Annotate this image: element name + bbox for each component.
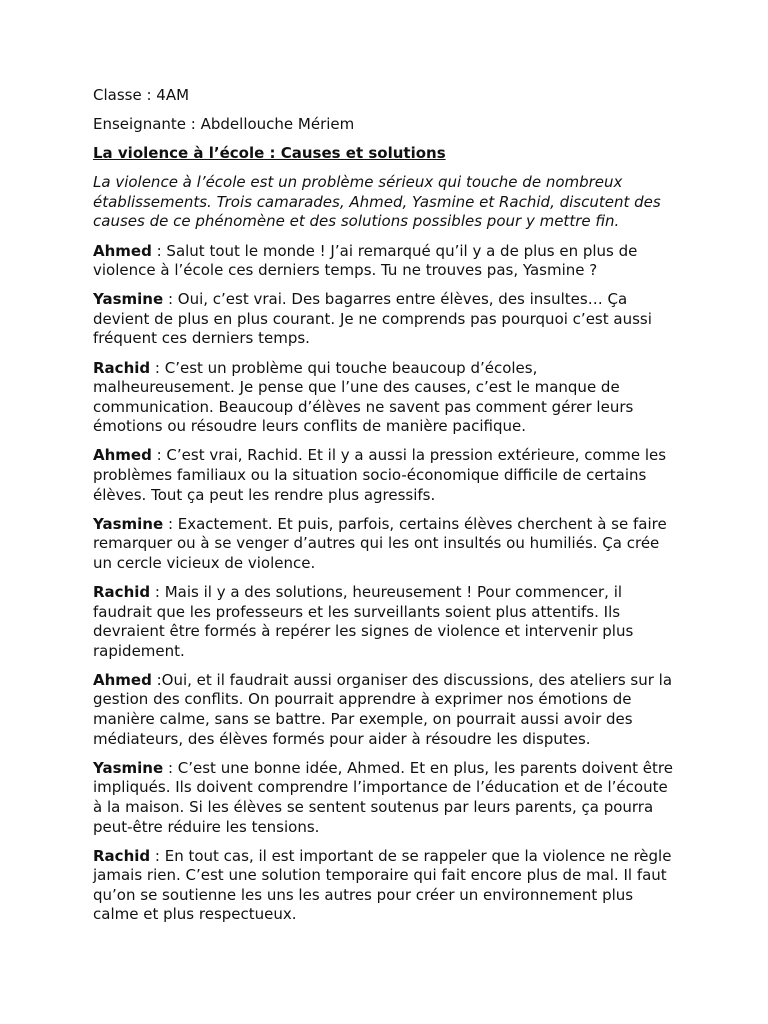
intro-paragraph: La violence à l’école est un problème sérieux qui touche de nombreux établissements. Trois camarades, Ahmed, Yasmine et Rachid, discutent des causes de ce phénomène et des solutions possibles pour y mettre fin. (93, 173, 661, 231)
dialogue-line (93, 515, 678, 574)
dialogue-text: En tout cas, il est important de se rappeler que la violence ne règle jamais rien. C’est une solution temporaire qui fait encore plus de mal. Il faut qu’on se soutienne les uns les autres pour créer un environnement plus calme et plus respectueux. (93, 846, 672, 924)
class-line: Classe : 4AM (93, 86, 190, 104)
speaker-name: Ahmed (93, 446, 152, 465)
dialogue-line (93, 242, 678, 281)
dialogue-text: Exactement. Et puis, parfois, certains élèves cherchent à se faire remarquer ou à se venger d’autres qui les ont insultés ou humiliés. Ça crée un cercle vicieux de violence. (93, 514, 667, 572)
dialogue-text: Oui, c’est vrai. Des bagarres entre élèves, des insultes… Ça devient de plus en plus courant. Je ne comprends pas pourquoi c’est aussi fréquent ces derniers temps. (93, 290, 652, 348)
speaker-name: Rachid (93, 358, 151, 377)
dialogue-text: C’est une bonne idée, Ahmed. Et en plus, les parents doivent être impliqués. Ils doivent comprendre l’importance de l’éducation et de l’écoute à la maison. Si les élèves se sentent soutenus par leurs parents, ça pourra peut-être réduire les tensions. (93, 758, 673, 836)
dialogue-line (93, 290, 678, 349)
speaker-separator: : (163, 290, 178, 309)
speaker-separator: : (163, 514, 178, 533)
speaker-separator: : (150, 358, 165, 377)
speaker-separator: : (163, 758, 178, 777)
speaker-separator: : (150, 582, 165, 601)
speaker-name: Ahmed (93, 241, 152, 260)
dialogue-text: C’est un problème qui touche beaucoup d’écoles, malheureusement. Je pense que l’une des causes, c’est le manque de communication. Beaucoup d’élèves ne savent pas comment gérer leurs émotions ou résoudre leurs conflits de manière pacifique. (93, 358, 634, 436)
document-title: La violence à l’école : Causes et solutions (93, 144, 446, 163)
speaker-name: Yasmine (93, 290, 164, 309)
speaker-name: Ahmed (93, 670, 152, 689)
dialogue-text: Mais il y a des solutions, heureusement ! Pour commencer, il faudrait que les professeurs et les surveillants soient plus attentifs. Ils devraient être formés à repérer les signes de violence et intervenir plus rapidement. (93, 582, 634, 660)
teacher-line: Enseignante : Abdellouche Mériem (93, 115, 355, 134)
dialogue-text: Oui, et il faudrait aussi organiser des discussions, des ateliers sur la gestion des conflits. On pourrait apprendre à exprimer nos émotions de manière calme, sans se battre. Par exemple, on pourrait aussi avoir des médiateurs, des élèves formés pour aider à résoudre les disputes. (93, 670, 673, 748)
dialogue-line (93, 671, 678, 749)
dialogue-line (93, 446, 678, 505)
dialogue-line (93, 359, 678, 437)
speaker-separator: : (151, 241, 167, 260)
speaker-name: Yasmine (93, 514, 164, 533)
dialogue-text: C’est vrai, Rachid. Et il y a aussi la pression extérieure, comme les problèmes familiaux ou la situation socio-économique difficile de certains élèves. Tout ça peut les rendre plus agressifs. (93, 446, 667, 504)
speaker-separator: : (151, 446, 167, 465)
document-page (93, 86, 678, 934)
dialogue-line (93, 583, 678, 661)
speaker-name: Yasmine (93, 758, 164, 777)
dialogue-line (93, 847, 678, 925)
speaker-separator: : (151, 670, 162, 689)
speaker-name: Rachid (93, 846, 151, 865)
dialogue-text: Salut tout le monde ! J’ai remarqué qu’il y a de plus en plus de violence à l’école ces derniers temps. Tu ne trouves pas, Yasmine ? (93, 241, 638, 280)
dialogue-line (93, 759, 678, 837)
speaker-name: Rachid (93, 582, 151, 601)
speaker-separator: : (150, 846, 165, 865)
